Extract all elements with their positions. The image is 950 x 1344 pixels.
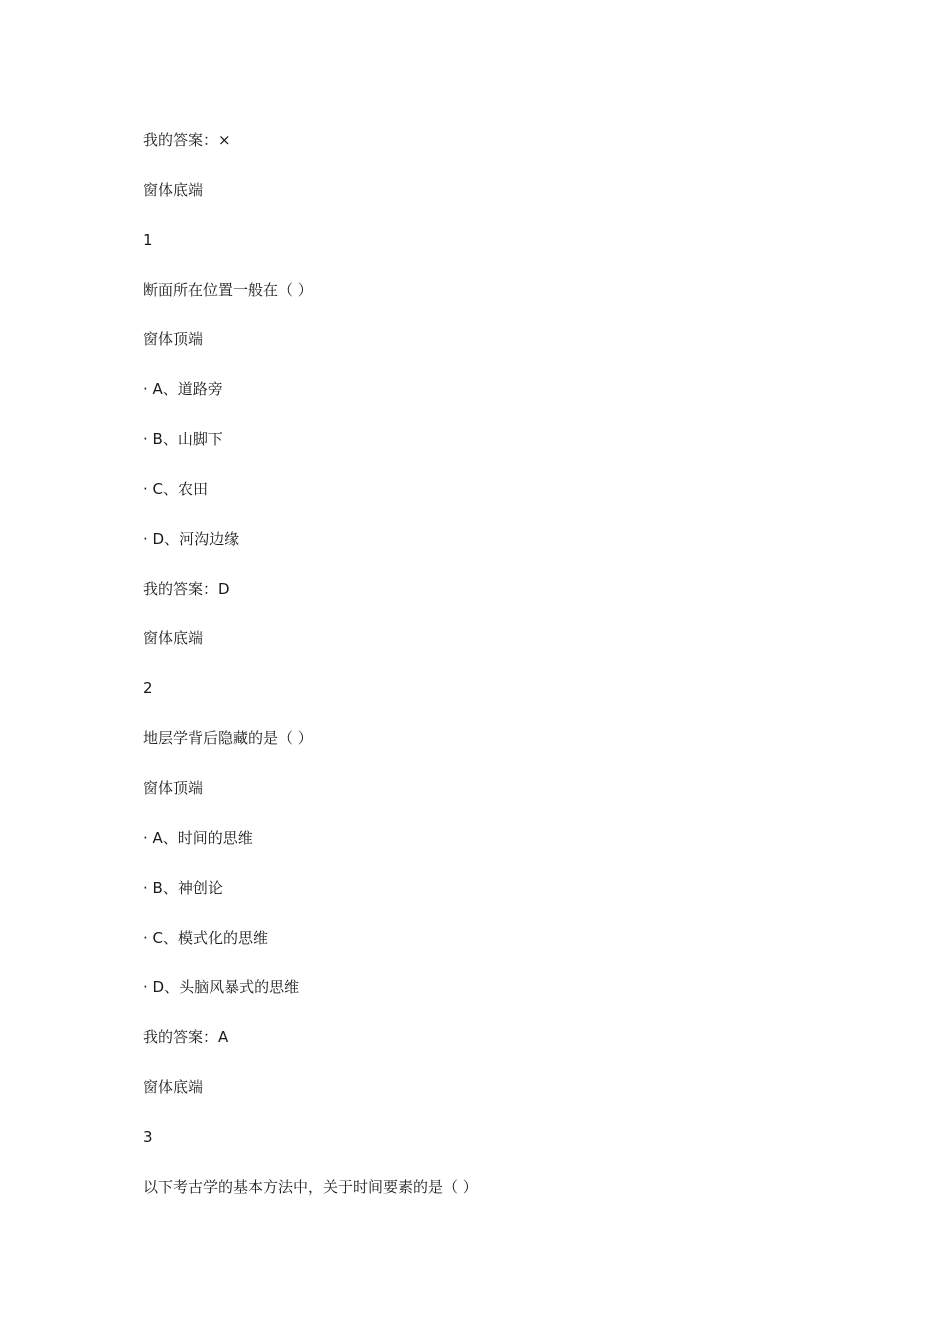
previous-answer: 我的答案：× <box>143 131 231 149</box>
form-bottom-marker: 窗体底端 <box>143 180 204 199</box>
question-text: 地层学背后隐藏的是（ ） <box>143 729 313 748</box>
question-number: 1 <box>143 230 153 249</box>
option-a[interactable]: · A、道路旁 <box>143 380 223 399</box>
question-text: 以下考古学的基本方法中，关于时间要素的是（ ） <box>143 1177 478 1196</box>
question-number: 2 <box>143 679 153 698</box>
option-b[interactable]: · B、山脚下 <box>143 430 223 449</box>
option-c[interactable]: · C、农田 <box>143 479 209 498</box>
form-bottom-marker: 窗体底端 <box>143 1078 204 1097</box>
form-top-marker: 窗体顶端 <box>143 778 204 797</box>
form-top-marker: 窗体顶端 <box>143 330 204 349</box>
my-answer: 我的答案：A <box>143 1028 229 1047</box>
option-b[interactable]: · B、神创论 <box>143 878 223 897</box>
option-c[interactable]: · C、模式化的思维 <box>143 928 269 947</box>
question-number: 3 <box>143 1127 153 1146</box>
option-a[interactable]: · A、时间的思维 <box>143 828 253 847</box>
option-d[interactable]: · D、河沟边缘 <box>143 529 240 548</box>
question-text: 断面所在位置一般在（ ） <box>143 280 313 299</box>
option-d[interactable]: · D、头脑风暴式的思维 <box>143 978 300 997</box>
my-answer: 我的答案：D <box>143 579 230 598</box>
form-bottom-marker: 窗体底端 <box>143 629 204 648</box>
document-body <box>143 126 843 1223</box>
